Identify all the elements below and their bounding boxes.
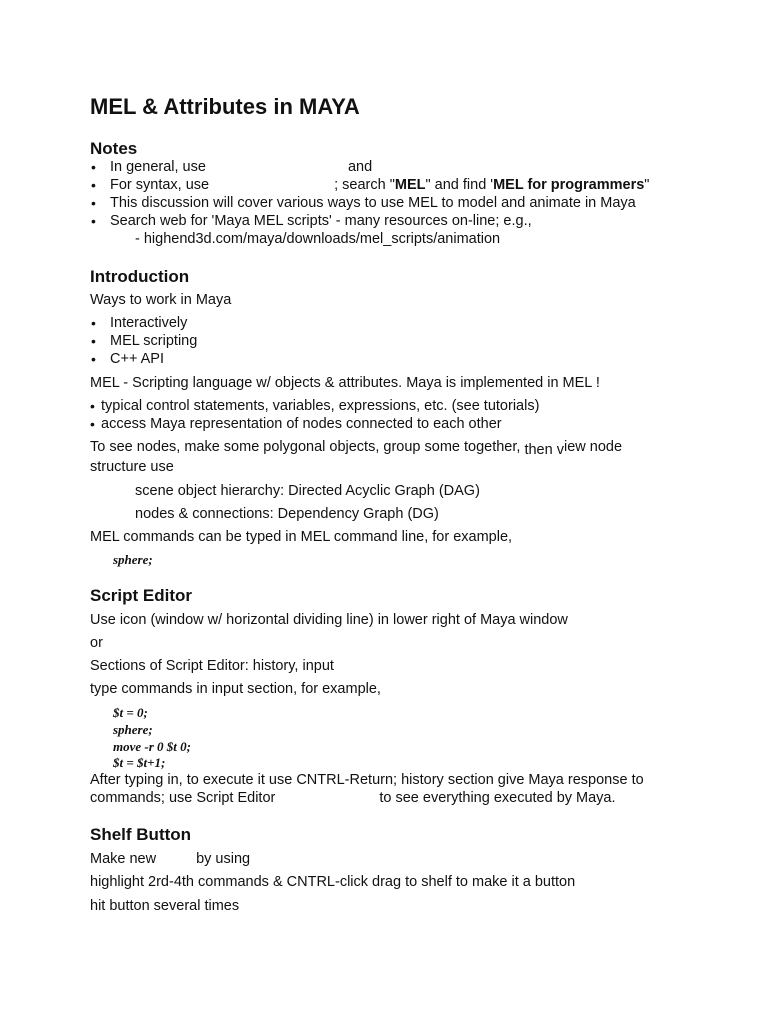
shelf-make-a: Make new <box>90 851 157 867</box>
notes-b2-bold2: MEL for programmers <box>493 177 645 193</box>
nodes-line-1c: iew node <box>563 439 623 455</box>
nodes-line-2: structure use <box>90 459 174 475</box>
bullet-icon: • <box>90 398 95 414</box>
script-editor-heading: Script Editor <box>90 586 193 605</box>
se-after-2b: to see everything executed by Maya. <box>379 790 616 806</box>
se-line-1: Use icon (window w/ horizontal dividing line) in lower right of Maya window <box>90 612 568 628</box>
cmdline-line: MEL commands can be typed in MEL command line, for example, <box>90 529 513 545</box>
se-after-1: After typing in, to execute it use CNTRL-Return; history section give Maya response to <box>90 772 644 788</box>
se-type-cmds: type commands in input section, for example, <box>90 681 381 697</box>
bullet-icon: • <box>91 351 96 367</box>
notes-bullet-4: Search web for 'Maya MEL scripts' - many resources on-line; e.g., <box>110 213 532 229</box>
notes-b2-bold1: MEL <box>394 177 426 193</box>
mel-item-2: access Maya representation of nodes connected to each other <box>101 416 502 432</box>
mel-item-1: typical control statements, variables, expressions, etc. (see tutorials) <box>101 398 540 414</box>
bullet-icon: • <box>91 159 96 175</box>
code-line-4: $t = $t+1; <box>113 755 166 770</box>
notes-b2-pre: For syntax, use <box>110 177 210 193</box>
notes-b2-mid: ; search " <box>334 177 395 193</box>
se-after-2 <box>90 790 616 806</box>
notes-b2-mid2: " and find ' <box>425 177 494 193</box>
bullet-icon: • <box>91 177 96 193</box>
bullet-icon: • <box>91 195 96 211</box>
bullet-icon: • <box>91 213 96 229</box>
code-line-1: $t = 0; <box>113 705 148 720</box>
nodes-line-1b: then v <box>524 442 564 458</box>
intro-item-2: MEL scripting <box>110 333 198 349</box>
nodes-line-1a: To see nodes, make some polygonal objects, group some together, <box>90 439 521 455</box>
nodes-line-1 <box>90 439 623 458</box>
bullet-icon: • <box>90 416 95 432</box>
code-sphere: sphere; <box>113 552 153 567</box>
bullet-icon: • <box>91 333 96 349</box>
se-after-2a: commands; use Script Editor <box>90 790 276 806</box>
intro-item-1: Interactively <box>110 315 188 331</box>
dag-line: scene object hierarchy: Directed Acyclic Graph (DAG) <box>135 483 480 499</box>
notes-b1-mid: and <box>347 159 373 175</box>
notes-b2-post: " <box>644 177 650 193</box>
intro-item-3: C++ API <box>110 351 165 367</box>
shelf-make-new <box>90 851 250 867</box>
bullet-icon: • <box>91 315 96 331</box>
notes-b1-pre: In general, use <box>110 159 206 175</box>
se-sections: Sections of Script Editor: history, input <box>90 658 334 674</box>
notes-bullet-3: This discussion will cover various ways to use MEL to model and animate in Maya <box>110 195 636 211</box>
code-line-2: sphere; <box>113 722 153 737</box>
intro-ways: Ways to work in Maya <box>90 292 232 308</box>
dg-line: nodes & connections: Dependency Graph (DG) <box>135 506 439 522</box>
notes-sub-link: - highend3d.com/maya/downloads/mel_scripts/animation <box>135 231 501 247</box>
shelf-heading: Shelf Button <box>90 825 192 844</box>
intro-heading: Introduction <box>90 267 190 286</box>
notes-heading: Notes <box>90 139 138 158</box>
page-title: MEL & Attributes in MAYA <box>90 94 360 119</box>
notes-bullet-2 <box>110 177 649 193</box>
shelf-highlight: highlight 2rd-4th commands & CNTRL-click drag to shelf to make it a button <box>90 874 576 890</box>
se-or: or <box>90 635 103 651</box>
notes-bullet-1 <box>110 159 372 175</box>
code-line-3: move -r 0 $t 0; <box>113 739 191 754</box>
shelf-make-b: by using <box>196 851 251 867</box>
shelf-hit: hit button several times <box>90 898 240 914</box>
mel-description: MEL - Scripting language w/ objects & attributes. Maya is implemented in MEL ! <box>90 375 600 391</box>
